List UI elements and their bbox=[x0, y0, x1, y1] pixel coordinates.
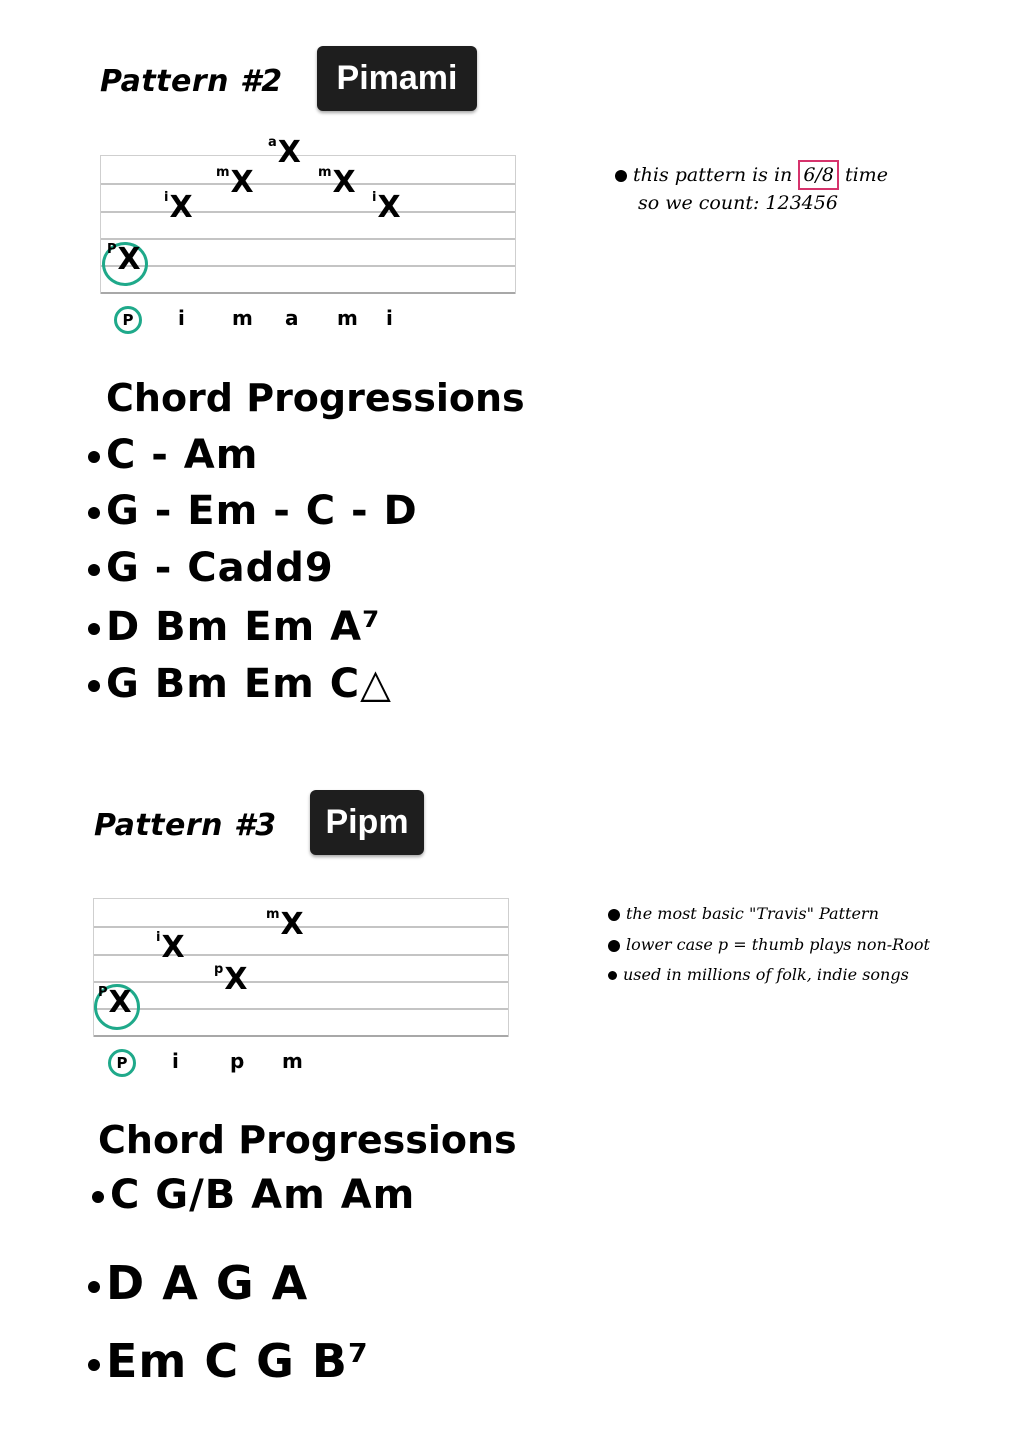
pattern2-badge-text: Pimami bbox=[336, 59, 458, 97]
pattern3-mark-m: $^m$X bbox=[266, 907, 304, 942]
pattern2-mark-p: $^P$X bbox=[107, 242, 141, 277]
progression-item: G - Cadd9 bbox=[88, 545, 334, 591]
time-signature-box: 6/8 bbox=[798, 160, 839, 190]
tab-string bbox=[101, 183, 515, 185]
pattern3-mark-p: $^P$X bbox=[98, 985, 132, 1020]
pattern2-note-line2: so we count: 123456 bbox=[638, 192, 838, 214]
pattern2-mark-i: $^i$X bbox=[164, 190, 193, 225]
tab-string bbox=[101, 265, 515, 267]
progression-item: Em C G B⁷ bbox=[88, 1334, 369, 1388]
pattern3-progressions-heading: Chord Progressions bbox=[98, 1118, 517, 1162]
pattern2-mark-m2: $^m$X bbox=[318, 165, 356, 200]
pattern3-finger-p: P bbox=[108, 1049, 136, 1077]
pattern3-badge bbox=[310, 790, 424, 855]
pattern2-finger-i2: i bbox=[386, 306, 393, 330]
pattern2-progressions-heading: Chord Progressions bbox=[106, 376, 525, 420]
pattern2-mark-a: $^a$X bbox=[268, 135, 301, 170]
pattern2-finger-m2: m bbox=[337, 306, 358, 330]
tab-string bbox=[94, 1035, 508, 1037]
pattern3-label: Pattern #3 bbox=[94, 808, 277, 843]
progression-item: D A G A bbox=[88, 1256, 308, 1310]
pattern2-tab-staff bbox=[100, 155, 516, 294]
pattern3-note: used in millions of folk, indie songs bbox=[608, 965, 909, 984]
progression-item: C G/B Am Am bbox=[92, 1172, 415, 1218]
tab-string bbox=[94, 981, 508, 983]
pattern2-finger-m: m bbox=[232, 306, 253, 330]
tab-string bbox=[101, 238, 515, 240]
pattern3-finger-p2: p bbox=[230, 1049, 245, 1073]
pattern3-note: the most basic "Travis" Pattern bbox=[608, 904, 879, 923]
tab-string bbox=[94, 1008, 508, 1010]
pattern3-badge-text: Pipm bbox=[325, 803, 409, 841]
tab-string bbox=[101, 292, 515, 294]
pattern2-finger-p: P bbox=[114, 306, 142, 334]
pattern2-finger-i: i bbox=[178, 306, 185, 330]
bullet bbox=[615, 170, 627, 182]
progression-item: D Bm Em A⁷ bbox=[88, 604, 381, 650]
pattern2-badge bbox=[317, 46, 477, 111]
pattern2-note-line1: this pattern is in 6/8 time bbox=[615, 160, 888, 190]
pattern3-mark-i: $^i$X bbox=[156, 930, 185, 965]
pattern2-mark-i2: $^i$X bbox=[372, 190, 401, 225]
pattern2-finger-a: a bbox=[285, 306, 299, 330]
progression-item: G Bm Em C△ bbox=[88, 661, 392, 707]
pattern3-finger-m: m bbox=[282, 1049, 303, 1073]
pattern3-note: lower case p = thumb plays non-Root bbox=[608, 935, 930, 954]
pattern3-finger-i: i bbox=[172, 1049, 179, 1073]
pattern2-label: Pattern #2 bbox=[100, 64, 283, 99]
progression-item: G - Em - C - D bbox=[88, 488, 418, 534]
pattern2-mark-m: $^m$X bbox=[216, 165, 254, 200]
progression-item: C - Am bbox=[88, 432, 258, 478]
pattern3-mark-p2: $^p$X bbox=[214, 962, 248, 997]
